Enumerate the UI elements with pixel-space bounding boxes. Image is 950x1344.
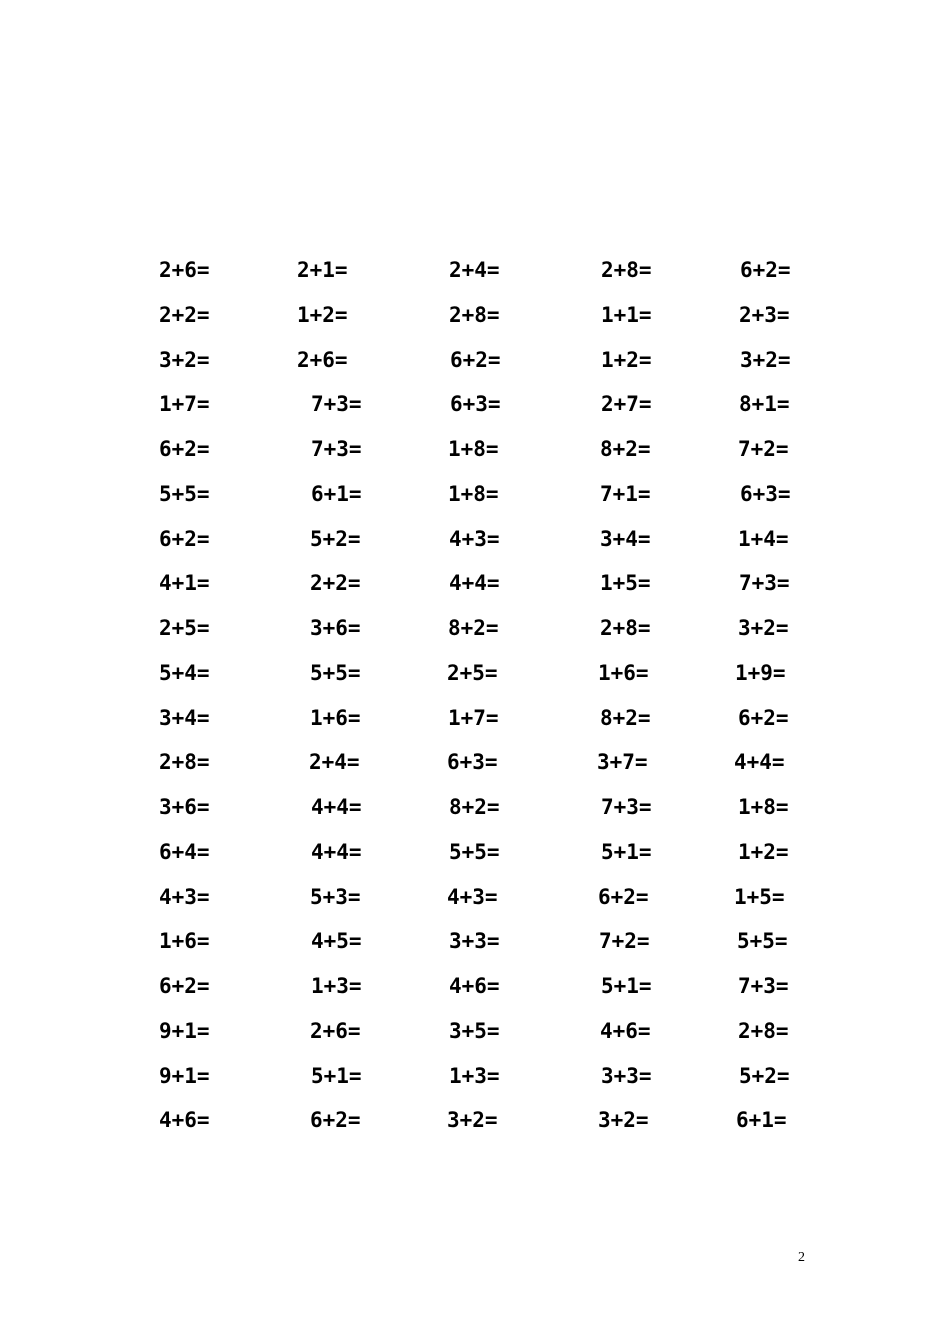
problem-item: 6+2= [310,1108,361,1132]
problem-item: 3+6= [310,616,361,640]
problem-item: 3+2= [738,616,789,640]
problem-item: 3+2= [447,1108,498,1132]
problem-item: 4+4= [449,571,500,595]
problem-item: 6+2= [159,974,210,998]
problem-item: 7+2= [599,929,650,953]
problem-item: 6+4= [159,840,210,864]
problem-item: 4+3= [447,885,498,909]
problem-item: 5+5= [737,929,788,953]
problem-item: 3+7= [597,750,648,774]
problem-item: 3+4= [600,527,651,551]
problem-item: 2+2= [310,571,361,595]
problem-item: 2+2= [159,303,210,327]
problem-item: 2+1= [297,258,348,282]
problem-item: 4+4= [311,795,362,819]
problem-item: 4+1= [159,571,210,595]
problem-item: 2+4= [309,750,360,774]
problem-item: 7+3= [311,392,362,416]
problem-item: 5+3= [310,885,361,909]
problem-item: 4+6= [600,1019,651,1043]
problem-item: 1+5= [600,571,651,595]
problem-item: 4+6= [449,974,500,998]
problem-item: 1+5= [734,885,785,909]
problem-item: 7+3= [311,437,362,461]
problem-item: 1+3= [311,974,362,998]
problem-item: 5+5= [310,661,361,685]
problem-item: 6+1= [736,1108,787,1132]
problem-item: 5+2= [739,1064,790,1088]
problem-item: 1+9= [735,661,786,685]
problem-item: 3+4= [159,706,210,730]
problem-item: 1+7= [159,392,210,416]
page-number: 2 [798,1250,805,1265]
problem-item: 1+6= [310,706,361,730]
problem-item: 4+6= [159,1108,210,1132]
problem-item: 2+3= [739,303,790,327]
problem-item: 3+3= [601,1064,652,1088]
problem-item: 7+1= [600,482,651,506]
problem-item: 9+1= [159,1019,210,1043]
problem-item: 2+8= [601,258,652,282]
problem-item: 6+3= [450,392,501,416]
problem-item: 2+8= [159,750,210,774]
problem-item: 8+2= [449,795,500,819]
problem-item: 2+4= [449,258,500,282]
problem-item: 6+2= [159,527,210,551]
problem-item: 6+2= [598,885,649,909]
problem-item: 4+4= [734,750,785,774]
problem-item: 2+8= [449,303,500,327]
problem-item: 3+6= [159,795,210,819]
problem-item: 3+2= [159,348,210,372]
problem-item: 2+7= [601,392,652,416]
problem-item: 4+3= [159,885,210,909]
problem-item: 6+1= [311,482,362,506]
problem-item: 3+2= [740,348,791,372]
problem-item: 7+2= [738,437,789,461]
problem-item: 1+8= [448,437,499,461]
problem-item: 4+4= [311,840,362,864]
problem-item: 5+5= [159,482,210,506]
problem-item: 2+8= [600,616,651,640]
problem-item: 8+2= [600,437,651,461]
problem-item: 6+2= [450,348,501,372]
problem-item: 7+3= [738,974,789,998]
problem-item: 6+2= [159,437,210,461]
problem-item: 1+6= [159,929,210,953]
problem-item: 2+5= [447,661,498,685]
problem-item: 3+5= [449,1019,500,1043]
problem-item: 1+2= [297,303,348,327]
problem-item: 7+3= [601,795,652,819]
problem-item: 3+2= [598,1108,649,1132]
problem-item: 2+5= [159,616,210,640]
problem-item: 5+1= [601,974,652,998]
problem-item: 7+3= [739,571,790,595]
problem-item: 1+2= [601,348,652,372]
problem-item: 6+3= [740,482,791,506]
problem-item: 8+2= [448,616,499,640]
problem-item: 2+6= [159,258,210,282]
problem-item: 1+3= [449,1064,500,1088]
problem-item: 1+6= [598,661,649,685]
problem-item: 1+8= [448,482,499,506]
problem-item: 4+3= [449,527,500,551]
problem-item: 1+7= [448,706,499,730]
problem-item: 6+2= [740,258,791,282]
problem-item: 2+6= [297,348,348,372]
problem-item: 5+1= [311,1064,362,1088]
problem-item: 1+1= [601,303,652,327]
problem-item: 5+5= [449,840,500,864]
problem-item: 6+2= [738,706,789,730]
problem-item: 9+1= [159,1064,210,1088]
problem-item: 8+2= [600,706,651,730]
problem-item: 5+4= [159,661,210,685]
problem-item: 6+3= [447,750,498,774]
problem-item: 5+2= [310,527,361,551]
problem-item: 2+8= [738,1019,789,1043]
problem-item: 3+3= [449,929,500,953]
problem-item: 1+4= [738,527,789,551]
problem-item: 1+8= [738,795,789,819]
problem-item: 8+1= [739,392,790,416]
problem-item: 4+5= [311,929,362,953]
problem-item: 1+2= [738,840,789,864]
problem-item: 2+6= [310,1019,361,1043]
problem-item: 5+1= [601,840,652,864]
